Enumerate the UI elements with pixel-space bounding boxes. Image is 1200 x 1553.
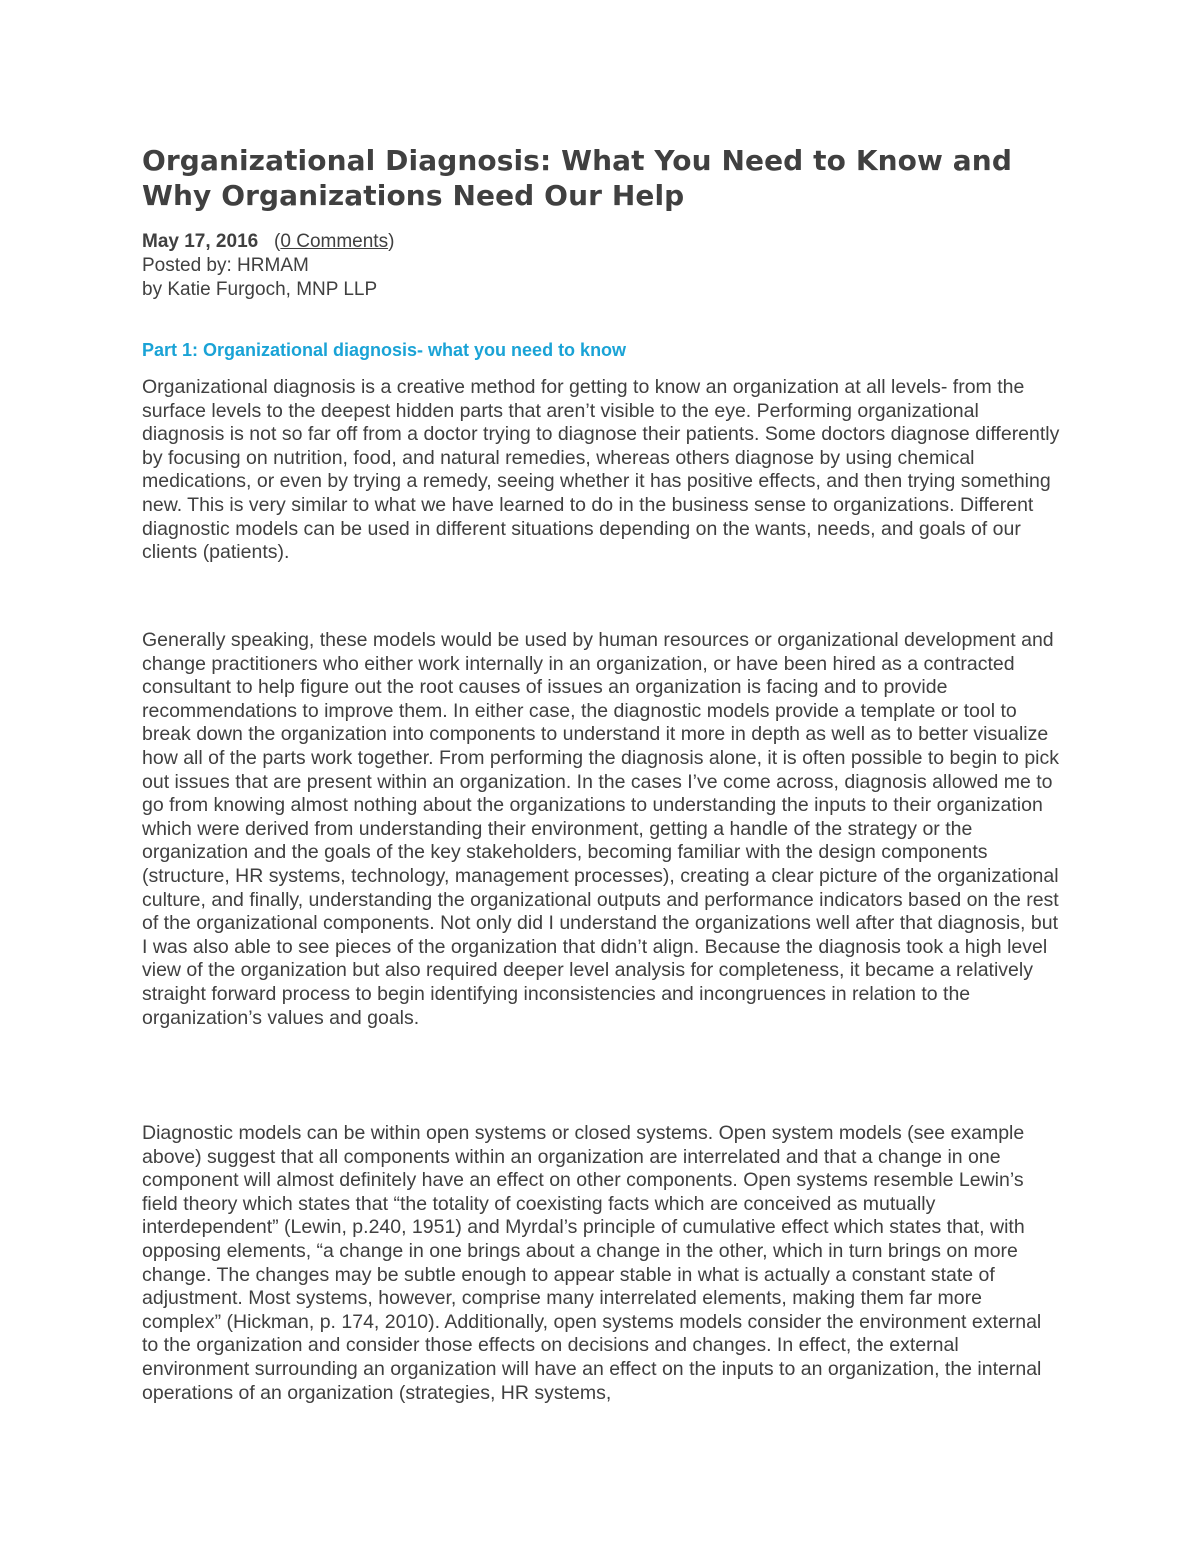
comments-open-paren: ( bbox=[274, 231, 281, 252]
date-line bbox=[142, 230, 394, 254]
paragraph-1: Organizational diagnosis is a creative method for getting to know an organization at all levels- from the surface levels to the deepest hidden parts that aren’t visible to the eye. Performing organizational diagnosis is not so far off from a doctor trying to diagnose their patients. Some doctors diagnose differently by focusing on nutrition, food, and natural remedies, whereas others diagnose by using chemical medications, or even by trying a remedy, seeing whether it has positive effects, and then trying something new. This is very similar to what we have learned to do in the business sense to organizations. Different diagnostic models can be used in different situations depending on the wants, needs, and goals of our clients (patients). bbox=[142, 376, 1060, 564]
byline: by Katie Furgoch, MNP LLP bbox=[142, 279, 378, 300]
comments-link[interactable]: 0 Comments bbox=[280, 231, 389, 252]
paragraph-3: Diagnostic models can be within open systems or closed systems. Open system models (see example above) suggest that all components within an organization are interrelated and that a change in one component will almost definitely have an effect on other components. Open systems resemble Lewin’s field theory which states that “the totality of coexisting facts which are conceived as mutually interdependent” (Lewin, p.240, 1951) and Myrdal’s principle of cumulative effect which states that, with opposing elements, “a change in one brings about a change in the other, which in turn brings on more change. The changes may be subtle enough to appear stable in what is actually a constant state of adjustment. Most systems, however, comprise many interrelated elements, making them far more complex” (Hickman, p. 174, 2010). Additionally, open systems models consider the environment external to the organization and consider those effects on decisions and changes. In effect, the external environment surrounding an organization will have an effect on the inputs to an organization, the internal operations of an organization (strategies, HR systems, bbox=[142, 1122, 1042, 1404]
article-meta bbox=[142, 230, 394, 302]
post-date: May 17, 2016 bbox=[142, 231, 259, 252]
paragraph-2: Generally speaking, these models would be used by human resources or organizational development and change practitioners who either work internally in an organization, or have been hired as a contracted consultant to help figure out the root causes of issues an organization is facing and to provide recommendations to improve them. In either case, the diagnostic models provide a template or tool to break down the organization into components to understand it more in depth as well as to better visualize how all of the parts work together. From performing the diagnosis alone, it is often possible to begin to pick out issues that are present within an organization. In the cases I’ve come across, diagnosis allowed me to go from knowing almost nothing about the organizations to understanding the inputs to their organization which were derived from understanding their environment, getting a handle of the strategy or the organization and the goals of the key stakeholders, becoming familiar with the design components (structure, HR systems, technology, management processes), creating a clear picture of the organizational culture, and finally, understanding the organizational outputs and performance indicators based on the rest of the organizational components. Not only did I understand the organizations well after that diagnosis, but I was also able to see pieces of the organization that didn’t align. Because the diagnosis took a high level view of the organization but also required deeper level analysis for completeness, it became a relatively straight forward process to begin identifying inconsistencies and incongruences in relation to the organization’s values and goals. bbox=[142, 629, 1059, 1029]
comments-close-paren: ) bbox=[388, 231, 395, 252]
article-title: Organizational Diagnosis: What You Need to Know and Why Organizations Need Our Help bbox=[142, 144, 1012, 212]
posted-by: Posted by: HRMAM bbox=[142, 255, 309, 276]
section-heading: Part 1: Organizational diagnosis- what you need to know bbox=[142, 340, 627, 360]
